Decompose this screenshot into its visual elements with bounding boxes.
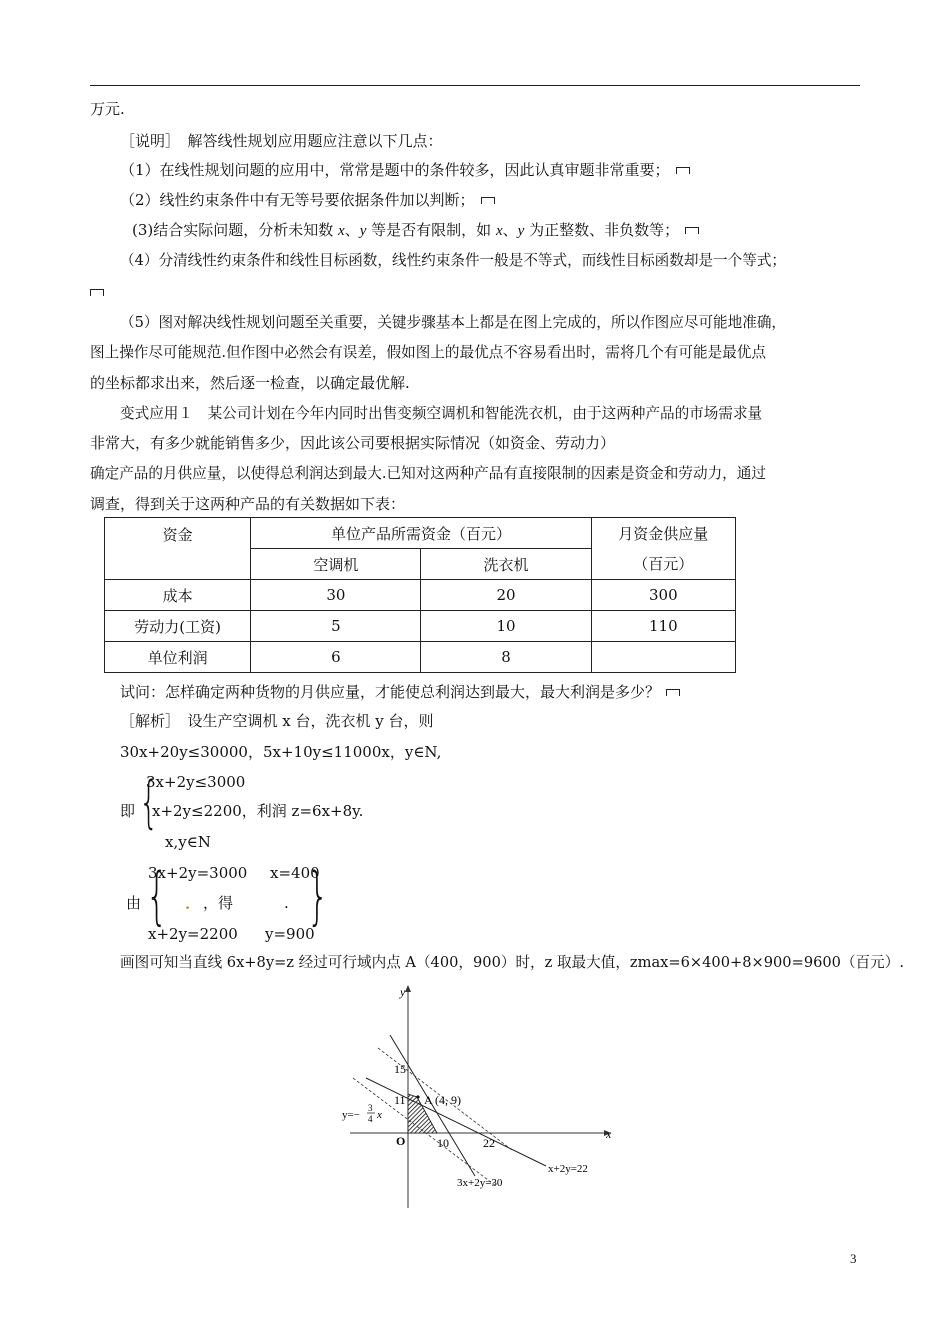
note-item-2: （2）线性约束条件中有无等号要依据条件加以判断； [120,190,495,210]
text-line: 调查，得到关于这两种产品的有关数据如下表： [90,495,406,513]
stray-dot: . [185,895,191,913]
table-cell: 30 [251,580,421,611]
edit-mark-line [90,282,104,302]
table-cell: 5 [251,611,421,642]
edit-mark-icon [676,167,690,174]
text-line: 非常大，有多少就能销售多少，因此该公司要根据实际情况（如资金、劳动力） [90,434,616,452]
edit-mark-icon [685,227,699,234]
tick-label-11: 11 [394,1093,406,1107]
edit-mark-icon [481,197,495,204]
line-label-x-plus-2y: x+2y=22 [548,1163,588,1175]
table-cell: 单位利润 [105,642,251,673]
y-axis-label: y [400,985,406,999]
table-header-ac: 空调机 [251,549,421,580]
inequality-1: 3x+2y≤3000 [146,773,246,791]
note-item-3: (3)结合实际问题，分析未知数 x、y 等是否有限制，如 x、y 为正整数、非负数等； [132,220,699,241]
table-cell: 8 [421,642,591,673]
left-brace-icon: { [139,770,159,835]
slope-label-num: 3 [368,1103,373,1113]
table-row [105,642,736,673]
y-axis-arrow-icon [405,985,411,992]
tick-label-22: 22 [483,1136,495,1150]
slope-label-x: x [377,1109,382,1121]
left-brace-icon: { [146,859,168,932]
right-brace-icon: } [307,859,329,932]
inequality-2: x+2y≤2200，利润 z=6x+8y. [152,802,364,820]
text-line: 的坐标都求出来，然后逐一检查，以确定最优解. [90,374,410,392]
text-line: 确定产品的月供应量，以使得总利润达到最大.已知对这两种产品有直接限制的因素是资金和劳动力，通过 [90,465,766,482]
table-cell: 10 [421,611,591,642]
table-cell: 20 [421,580,591,611]
equation-result-lead: ，得 [203,894,234,912]
equation-1: 3x+2y=3000 [148,864,248,882]
system-lead: 由 [126,894,142,912]
inequality-3: x,y∈N [165,833,211,851]
slope-label-prefix: y=− [342,1109,360,1121]
line-x-plus-2y-22 [366,1078,546,1166]
table-header-unit: 单位产品所需资金（百元） [251,518,591,549]
x-axis-label: x [606,1127,612,1141]
point-a-marker [416,1095,419,1098]
solution-x: x=400 [270,864,320,882]
solution-dot: . [284,894,289,912]
table-cell: 成本 [105,580,251,611]
solution-y: y=900 [265,925,315,943]
line-label-3x-plus-2y: 3x+2y=30 [457,1177,503,1189]
text-line: 万元. [90,100,125,118]
table-cell: 300 [591,580,735,611]
equation-2: x+2y=2200 [148,925,238,943]
table-cell: 110 [591,611,735,642]
table-row [105,580,736,611]
table-header-wm: 洗衣机 [421,549,591,580]
table-cell: 劳动力(工资) [105,611,251,642]
edit-mark-icon [90,289,104,296]
conclusion-line: 画图可知当直线 6x+8y=z 经过可行域内点 A（400，900）时，z 取最大值，zmax=6×400+8×900=9600（百元）. [120,954,904,971]
table-row [105,611,736,642]
edit-mark-icon [666,689,680,696]
table-cell [591,642,735,673]
table-header-supply: 月资金供应量 （百元） [591,518,735,580]
text-line: 图上操作尽可能规范.但作图中必然会有误差，假如图上的最优点不容易看出时，需将几个有可能是最优点 [90,344,766,361]
header-rule [90,85,860,86]
note-item-5: （5）图对解决线性规划问题至关重要，关键步骤基本上都是在图上完成的，所以作图应尽可能地准确， [120,314,787,331]
page-number: 3 [850,1251,857,1266]
note-item-1: （1）在线性规划问题的应用中，常常是题中的条件较多，因此认真审题非常重要； [120,160,690,180]
solution-heading: ［解析］ 设生产空调机 x 台，洗衣机 y 台，则 [120,712,434,730]
system-lead: 即 [120,802,136,820]
note-heading: ［说明］ 解答线性规划应用题应注意以下几点： [120,132,443,150]
solution-line: 30x+20y≤30000，5x+10y≤11000x，y∈N, [120,743,442,761]
feasible-region-graph [338,980,628,1215]
point-a-label: A (4, 9) [424,1093,461,1107]
data-table [104,517,736,673]
problem-heading: 变式应用１ 某公司计划在今年内同时出售变频空调机和智能洗衣机，由于这两种产品的市场需求量 [120,405,763,422]
origin-label: O [396,1134,406,1148]
tick-label-15: 15 [394,1062,406,1076]
note-item-4: （4）分清线性约束条件和线性目标函数，线性约束条件一般是不等式，而线性目标函数却是一个等式； [120,252,787,269]
table-cell: 6 [251,642,421,673]
tick-label-10: 10 [437,1136,449,1150]
table-header-resource: 资金 [105,518,251,580]
slope-label-den: 4 [368,1114,373,1124]
question-line: 试问：怎样确定两种货物的月供应量，才能使总利润达到最大，最大利润是多少？ [120,682,680,702]
